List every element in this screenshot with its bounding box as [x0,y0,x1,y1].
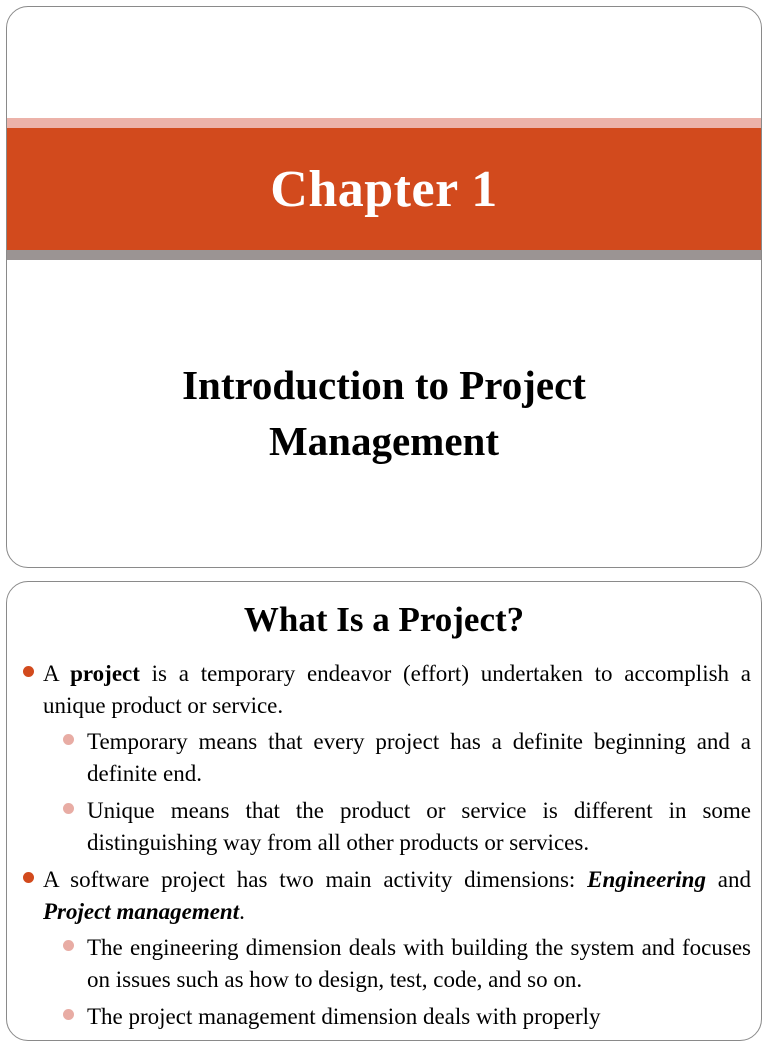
bullet-item [43,658,751,722]
sub-bullet-dot-icon [63,940,74,951]
bullet-list [7,658,761,1038]
bullet-dot-icon [23,872,34,883]
bullet-item [43,864,751,928]
sub-bullet-item [87,932,751,996]
bullet-dot-icon [23,666,34,677]
bullet-emphasis-term: Engineering [587,867,706,892]
bullet-text: A software project has two main activity dimensions: [43,867,588,892]
sub-bullet-dot-icon [63,1009,74,1020]
title-band-bottom-stripe [7,250,761,260]
content-slide [6,581,762,1041]
bullet-text: is a temporary endeavor (effort) undertaken to accomplish a unique product or service. [43,661,751,718]
sub-bullet-text: Unique means that the product or service is different in some distinguishing way from all other products or services. [87,798,751,855]
sub-bullet-item [87,795,751,859]
title-band-top-stripe [7,118,761,128]
slide-title: What Is a Project? [243,600,525,639]
title-slide [6,6,762,568]
chapter-title: Chapter 1 [270,160,498,218]
sub-bullet-text: The engineering dimension deals with building the system and focuses on issues such as how to design, test, code, and so on. [87,935,751,992]
sub-bullet-dot-icon [63,734,74,745]
sub-bullet-text: Temporary means that every project has a definite beginning and a definite end. [87,729,751,786]
bullet-text: . [239,899,245,924]
subtitle-line-2: Management [268,418,499,464]
sub-bullet-item [87,1001,751,1033]
chapter-subtitle [47,357,721,469]
bullet-text: A [43,661,71,686]
bullet-emphasis-term: Project management [43,899,240,924]
sub-bullet-dot-icon [63,803,74,814]
bullet-text: and [705,867,751,892]
sub-bullet-item [87,726,751,790]
sub-bullet-text: The project management dimension deals with properly [87,1004,601,1029]
subtitle-line-1: Introduction to Project [182,362,586,408]
bullet-bold-term: project [70,661,140,686]
